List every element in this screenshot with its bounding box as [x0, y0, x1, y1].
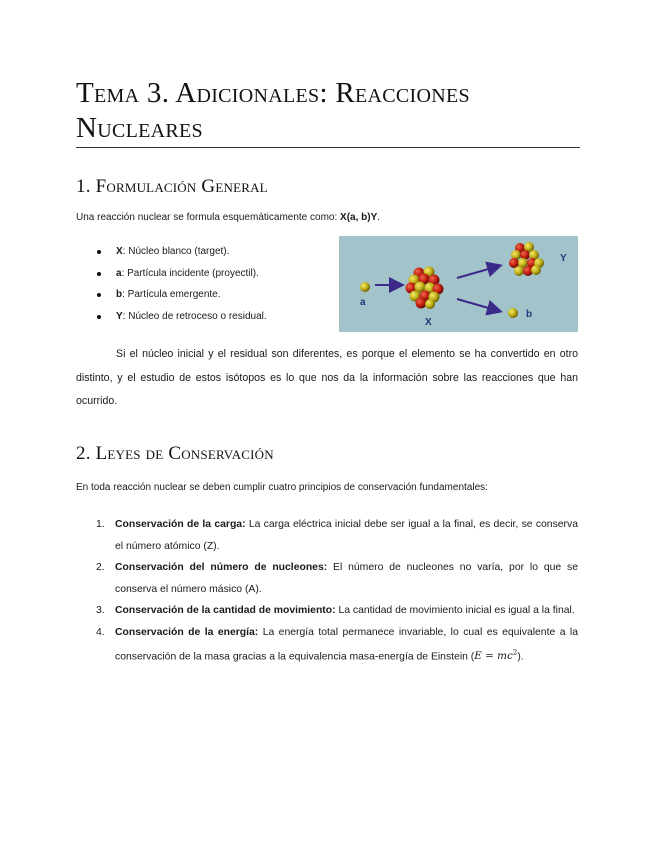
section-heading-leyes: 2. Leyes de Conservación	[76, 443, 274, 464]
residual-nucleus	[509, 242, 544, 276]
list-item: a: Partícula incidente (proyectil).	[76, 267, 326, 289]
list-item: b: Partícula emergente.	[76, 288, 326, 310]
nuclear-reaction-diagram	[339, 236, 578, 332]
target-nucleus	[406, 267, 444, 310]
label-a: a	[360, 297, 366, 308]
label-y: Y	[560, 253, 567, 264]
reaction-diagram-svg	[339, 236, 578, 332]
label-x: X	[425, 317, 432, 328]
outgoing-arrow-y	[457, 266, 499, 278]
isotope-paragraph: Si el núcleo inicial y el residual son diferentes, es porque el elemento se ha convertido en otro distinto, y el estudio de estos isótopos es lo que nos da la información sobre las reacciones que han ocurrido.	[76, 348, 578, 407]
outgoing-arrow-b	[457, 299, 499, 311]
projectile-particle	[360, 282, 370, 292]
reaction-terms-list	[76, 245, 326, 332]
emergent-particle	[508, 308, 518, 318]
section-heading-formulacion: 1. Formulación General	[76, 176, 268, 197]
list-item: 4. Conservación de la energía: La energía total permanece invariable, lo cual es equivalente a la conservación de la masa gracias a la equivalencia masa-energía de Einstein $(E = mc^2)$.	[96, 626, 578, 663]
list-item: 3. Conservación de la cantidad de movimiento: La cantidad de movimiento inicial es igual a la final.	[96, 605, 575, 616]
title-divider	[76, 147, 580, 148]
list-item: 1. Conservación de la carga: La carga eléctrica inicial debe ser igual a la final, es decir, se conserva el número atómico (Z).	[96, 519, 578, 552]
label-b: b	[526, 309, 533, 320]
list-item: 2. Conservación del número de nucleones: El número de nucleones no varía, por lo que se conserva el número másico (A).	[96, 562, 578, 595]
list-item: X: Núcleo blanco (target).	[76, 245, 326, 267]
conservation-laws-list	[76, 514, 578, 668]
page-title: Tema 3. Adicionales: Reacciones Nucleares	[76, 77, 470, 144]
laws-intro: En toda reacción nuclear se deben cumplir cuatro principios de conservación fundamentales:	[76, 482, 488, 493]
einstein-formula: $E = mc^2$	[474, 649, 518, 663]
intro-paragraph: Una reacción nuclear se formula esquemáticamente como: X(a, b)Y.	[76, 212, 381, 223]
list-item: Y: Núcleo de retroceso o residual.	[76, 310, 326, 332]
reaction-formula: X(a, b)Y	[340, 212, 378, 223]
